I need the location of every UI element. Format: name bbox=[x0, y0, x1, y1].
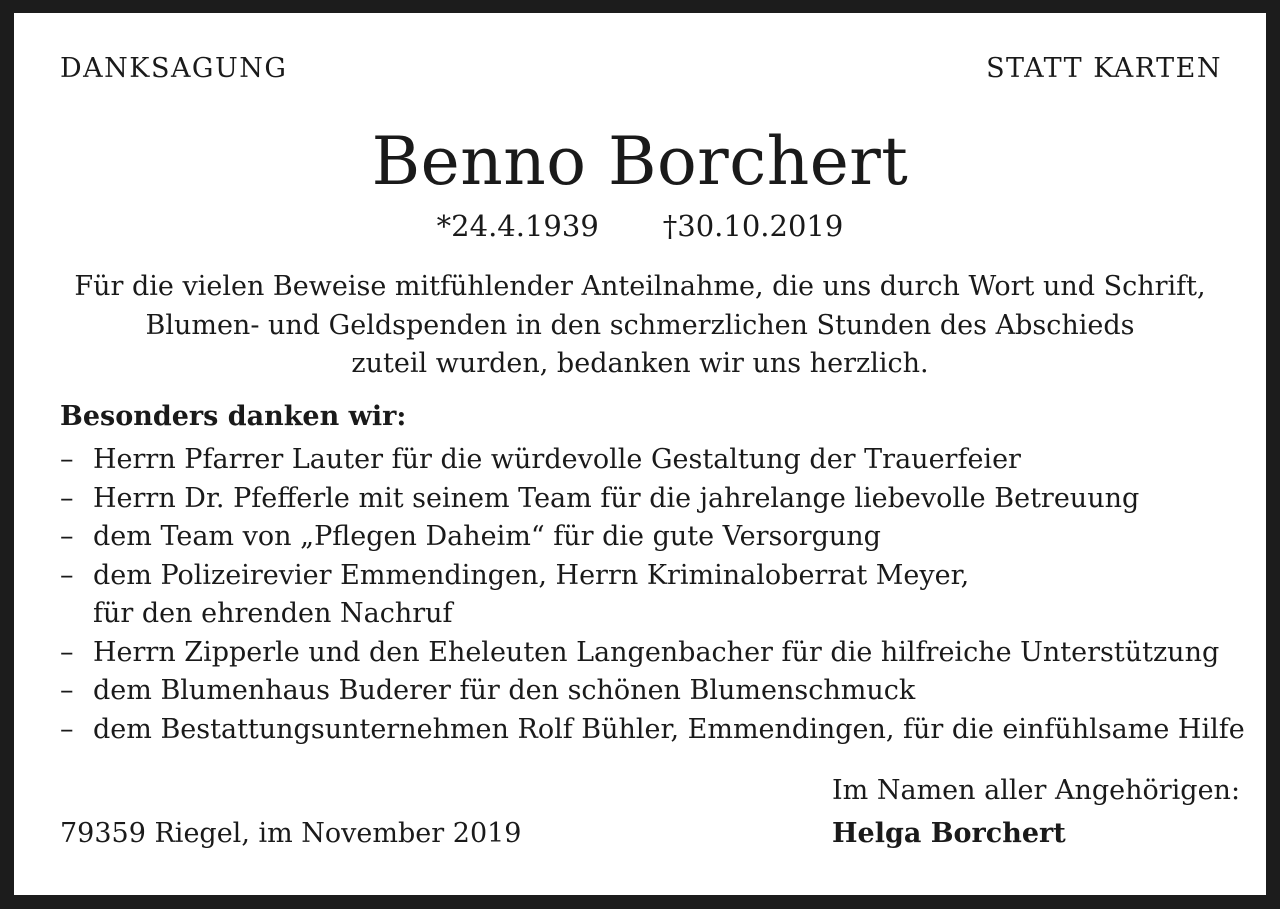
thanks-item-text: Herrn Pfarrer Lauter für die würdevolle Gestaltung der Trauerfeier bbox=[93, 444, 1021, 475]
thanks-item bbox=[60, 557, 1245, 634]
intro-line: zuteil wurden, bedanken wir uns herzlich. bbox=[351, 348, 929, 379]
header-danksagung: DANKSAGUNG bbox=[60, 53, 288, 84]
list-dash: – bbox=[60, 559, 74, 591]
intro-line: Blumen- und Geldspenden in den schmerzlichen Stunden des Abschieds bbox=[145, 309, 1135, 341]
signature-intro: Im Namen aller Angehörigen: bbox=[832, 775, 1241, 806]
thanks-list bbox=[60, 441, 1245, 749]
thanks-item bbox=[60, 672, 1245, 711]
list-dash: – bbox=[60, 636, 74, 668]
list-dash: – bbox=[60, 482, 74, 514]
list-dash: – bbox=[60, 713, 74, 745]
obituary-card bbox=[14, 13, 1266, 895]
thanks-heading: Besonders danken wir: bbox=[60, 401, 407, 432]
header-statt-karten: STATT KARTEN bbox=[986, 53, 1222, 84]
intro-line: Für die vielen Beweise mitfühlender Anteilnahme, die uns durch Wort und Schrift, bbox=[74, 271, 1206, 302]
thanks-item bbox=[60, 480, 1245, 519]
intro-paragraph bbox=[14, 268, 1266, 384]
signer-name: Helga Borchert bbox=[832, 818, 1066, 849]
thanks-item bbox=[60, 634, 1245, 673]
death-date: †30.10.2019 bbox=[662, 209, 844, 243]
list-dash: – bbox=[60, 675, 74, 706]
list-dash: – bbox=[60, 444, 74, 475]
thanks-item-text: dem Team von „Pflegen Daheim“ für die gute Versorgung bbox=[93, 521, 881, 552]
thanks-item bbox=[60, 711, 1245, 750]
list-dash: – bbox=[60, 521, 74, 552]
birth-date: *24.4.1939 bbox=[436, 209, 599, 243]
thanks-item-text: dem Blumenhaus Buderer für den schönen Blumenschmuck bbox=[93, 675, 916, 706]
thanks-item-text: Herrn Zipperle und den Eheleuten Langenbacher für die hilfreiche Unterstützung bbox=[93, 636, 1220, 668]
deceased-name: Benno Borchert bbox=[371, 123, 909, 200]
thanks-item-text-continued: für den ehrenden Nachruf bbox=[93, 598, 453, 629]
life-dates bbox=[14, 209, 1266, 243]
thanks-item bbox=[60, 441, 1245, 480]
thanks-item bbox=[60, 518, 1245, 557]
place-and-date: 79359 Riegel, im November 2019 bbox=[60, 818, 522, 849]
thanks-item-text: Herrn Dr. Pfefferle mit seinem Team für die jahrelange liebevolle Betreuung bbox=[93, 482, 1140, 514]
thanks-item-text: dem Bestattungsunternehmen Rolf Bühler, Emmendingen, für die einfühlsame Hilfe bbox=[93, 713, 1245, 745]
thanks-item-text: dem Polizeirevier Emmendingen, Herrn Kriminaloberrat Meyer, bbox=[93, 559, 970, 591]
